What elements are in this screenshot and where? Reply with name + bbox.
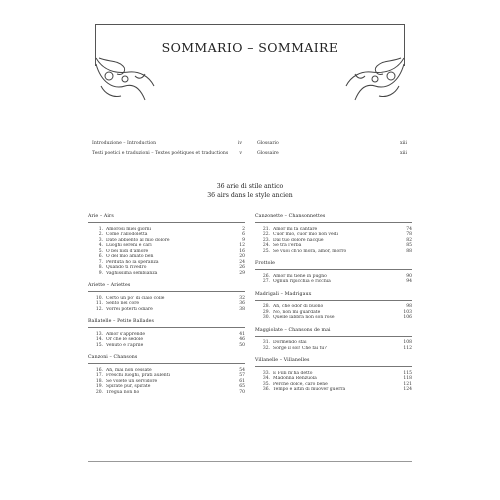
- contents-item: [88, 271, 245, 277]
- item-title: Ah, che odor di buono: [273, 304, 324, 309]
- item-page: 88: [406, 248, 412, 254]
- ornament-left-icon: [95, 56, 155, 102]
- item-number: 10.: [95, 295, 103, 301]
- contents-item: [88, 343, 245, 349]
- item-page: 46: [239, 337, 245, 342]
- item-number: 9.: [98, 270, 103, 276]
- item-number: 32.: [262, 345, 270, 351]
- item-page: 74: [406, 226, 412, 232]
- item-number: 28.: [262, 304, 270, 309]
- item-page: 24: [239, 259, 245, 265]
- item-number: 4.: [98, 243, 103, 248]
- contents-column-left: [88, 214, 245, 402]
- item-number: 16.: [95, 367, 103, 373]
- item-number: 17.: [95, 373, 103, 378]
- item-title: Freschi luoghi, prati aulenti: [106, 373, 170, 378]
- item-page: 82: [406, 237, 412, 243]
- section-heading: Madrigali – Madrigaux: [255, 292, 412, 301]
- subtitle-italian: 36 arie di stile antico: [216, 183, 284, 190]
- item-title: Perché dolce, caro bene: [273, 381, 328, 387]
- item-page: 112: [403, 345, 412, 351]
- toc-front-matter: [92, 139, 242, 159]
- item-number: 34.: [262, 376, 270, 381]
- item-page: 20: [239, 254, 245, 259]
- item-title: Spirate pur, spirate: [106, 384, 151, 389]
- item-page: 29: [239, 270, 245, 276]
- item-title: Perduta ho la speranza: [106, 259, 159, 265]
- section-heading: Villanelle – Villanelles: [255, 358, 412, 367]
- item-number: 35.: [262, 381, 270, 387]
- item-title: Venuto è l'aprile: [106, 342, 144, 348]
- item-page: 2: [242, 226, 245, 232]
- contents-item: [255, 346, 412, 352]
- item-page: 38: [239, 306, 245, 312]
- item-title: O del mio amato ben: [106, 254, 154, 259]
- item-number: 11.: [95, 301, 103, 306]
- item-title: Certo un po' di ciaio colle: [106, 295, 165, 301]
- item-page: 12: [239, 243, 245, 248]
- page-title: SOMMARIO – SOMMAIRE: [161, 40, 339, 55]
- item-title: O bei nidi d'amore: [106, 248, 149, 254]
- item-title: Come l'allodoletta: [106, 232, 148, 237]
- item-page: 108: [403, 340, 412, 345]
- item-page: 65: [239, 384, 245, 389]
- item-title: Amor s'apprende: [106, 331, 146, 337]
- item-number: 15.: [95, 342, 103, 348]
- item-title: Vorrei poterti odiare: [106, 306, 153, 312]
- item-page: 121: [403, 381, 412, 387]
- section-heading: Canzoni – Chansons: [88, 355, 245, 364]
- item-title: Tregua non ho: [106, 389, 140, 395]
- item-title: E Filli m'ha detto: [273, 370, 313, 376]
- item-number: 21.: [262, 226, 270, 232]
- item-title: Luoghi sereni e cari: [106, 243, 152, 248]
- item-page: 103: [403, 309, 412, 315]
- toc-entry-label: Introduzione – Introduction: [92, 141, 157, 146]
- toc-entry-label: Glossaire: [257, 151, 279, 156]
- toc-entry-label: Glossario: [257, 141, 279, 146]
- toc-entry: [257, 149, 407, 159]
- item-number: 2.: [98, 232, 103, 237]
- item-page: 26: [239, 265, 245, 270]
- section-heading: Maggiolate – Chansons de mai: [255, 328, 412, 337]
- item-title: Amor mi tiene in pugno: [273, 273, 327, 279]
- toc-entry: [257, 139, 407, 149]
- item-number: 12.: [95, 306, 103, 312]
- item-title: Dal tuo dolore nacque: [273, 237, 324, 243]
- item-number: 29.: [262, 309, 270, 315]
- toc-entry: [92, 139, 242, 149]
- item-title: Se vuoi ch'io mora, amor, morrò: [273, 248, 347, 254]
- item-title: Vaghissima sembianza: [106, 270, 158, 276]
- item-number: 23.: [262, 237, 270, 243]
- item-title: Madonna Renzuola: [273, 376, 317, 381]
- item-page: 41: [239, 331, 245, 337]
- item-title: Cuor mio, cuor mio non vedi: [273, 232, 338, 237]
- item-number: 27.: [262, 279, 270, 284]
- item-page: 6: [242, 232, 245, 237]
- toc-entry-page: xiii: [400, 151, 407, 156]
- contents-item: [255, 315, 412, 321]
- item-number: 13.: [95, 331, 103, 337]
- item-number: 30.: [262, 315, 270, 320]
- item-number: 18.: [95, 378, 103, 384]
- subtitle-french: 36 airs dans le style ancien: [207, 192, 293, 199]
- item-title: Quando ti rivedrò: [106, 265, 147, 270]
- item-title: Ognun ripicchia e ricchia: [273, 279, 331, 284]
- item-number: 26.: [262, 273, 270, 279]
- contents-column-right: [255, 214, 412, 400]
- contents-item: [255, 387, 412, 393]
- section-heading: Frottole: [255, 261, 412, 270]
- item-title: Amorosi miei giorni: [106, 226, 152, 232]
- item-number: 6.: [98, 254, 103, 259]
- item-title: Se tra l'erba: [273, 243, 302, 248]
- item-number: 3.: [98, 237, 103, 243]
- item-page: 106: [403, 315, 412, 320]
- item-number: 1.: [98, 226, 103, 232]
- item-number: 8.: [98, 265, 103, 270]
- item-number: 25.: [262, 248, 270, 254]
- item-page: 32: [239, 295, 245, 301]
- contents-item: [255, 249, 412, 255]
- item-title: Sento nel core: [106, 301, 140, 306]
- item-page: 70: [239, 389, 245, 395]
- item-number: 14.: [95, 337, 103, 342]
- item-title: Tempo è altin di muover guerra: [273, 387, 346, 392]
- item-page: 85: [406, 243, 412, 248]
- bottom-rule: [88, 461, 412, 462]
- toc-entry-page: v: [239, 151, 242, 156]
- section-heading: Ballatelle – Petite Ballades: [88, 319, 245, 328]
- item-number: 19.: [95, 384, 103, 389]
- item-title: Se volete un servidore: [106, 378, 158, 384]
- item-number: 24.: [262, 243, 270, 248]
- item-page: 98: [406, 304, 412, 309]
- item-page: 90: [406, 273, 412, 279]
- item-title: Ah, mai non cessate: [106, 367, 152, 373]
- section-heading: Ariette – Ariettes: [88, 283, 245, 292]
- item-page: 61: [239, 378, 245, 384]
- item-title: Sorge il sol! Che fai tu?: [273, 345, 327, 351]
- item-page: 115: [403, 370, 412, 376]
- ornament-right-icon: [345, 56, 405, 102]
- item-number: 7.: [98, 259, 103, 265]
- item-title: Quelle labbra non son rose: [273, 315, 335, 320]
- item-number: 5.: [98, 248, 103, 254]
- toc-entry-page: iv: [237, 141, 242, 146]
- item-page: 36: [239, 301, 245, 306]
- contents-item: [255, 279, 412, 285]
- contents-item: [88, 390, 245, 396]
- item-page: 16: [239, 248, 245, 254]
- item-page: 94: [406, 279, 412, 284]
- item-number: 20.: [95, 389, 103, 395]
- section-heading: Arie – Airs: [88, 214, 245, 223]
- item-page: 124: [403, 387, 412, 392]
- item-page: 118: [403, 376, 412, 381]
- item-number: 31.: [262, 340, 270, 345]
- item-page: 57: [239, 373, 245, 378]
- toc-entry: [92, 149, 242, 159]
- item-number: 33.: [262, 370, 270, 376]
- item-page: 9: [242, 237, 245, 243]
- item-page: 50: [239, 342, 245, 348]
- toc-back-matter: [257, 139, 407, 159]
- item-title: Dormendo stai: [273, 340, 307, 345]
- item-title: No, non mi guardate: [273, 309, 321, 315]
- contents-item: [88, 307, 245, 313]
- item-page: 54: [239, 367, 245, 373]
- toc-entry-page: xiii: [400, 141, 407, 146]
- item-number: 36.: [262, 387, 270, 392]
- section-heading: Canzonette – Chansonnettes: [255, 214, 412, 223]
- item-number: 22.: [262, 232, 270, 237]
- item-page: 78: [406, 232, 412, 237]
- item-title: Date abbiento al mio dolore: [106, 237, 170, 243]
- toc-entry-label: Testi poetici e traduzioni – Textes poétiques et traductions: [92, 151, 229, 156]
- item-title: Amor mi fa cantare: [273, 226, 318, 232]
- item-title: Or che le sédole: [106, 337, 143, 342]
